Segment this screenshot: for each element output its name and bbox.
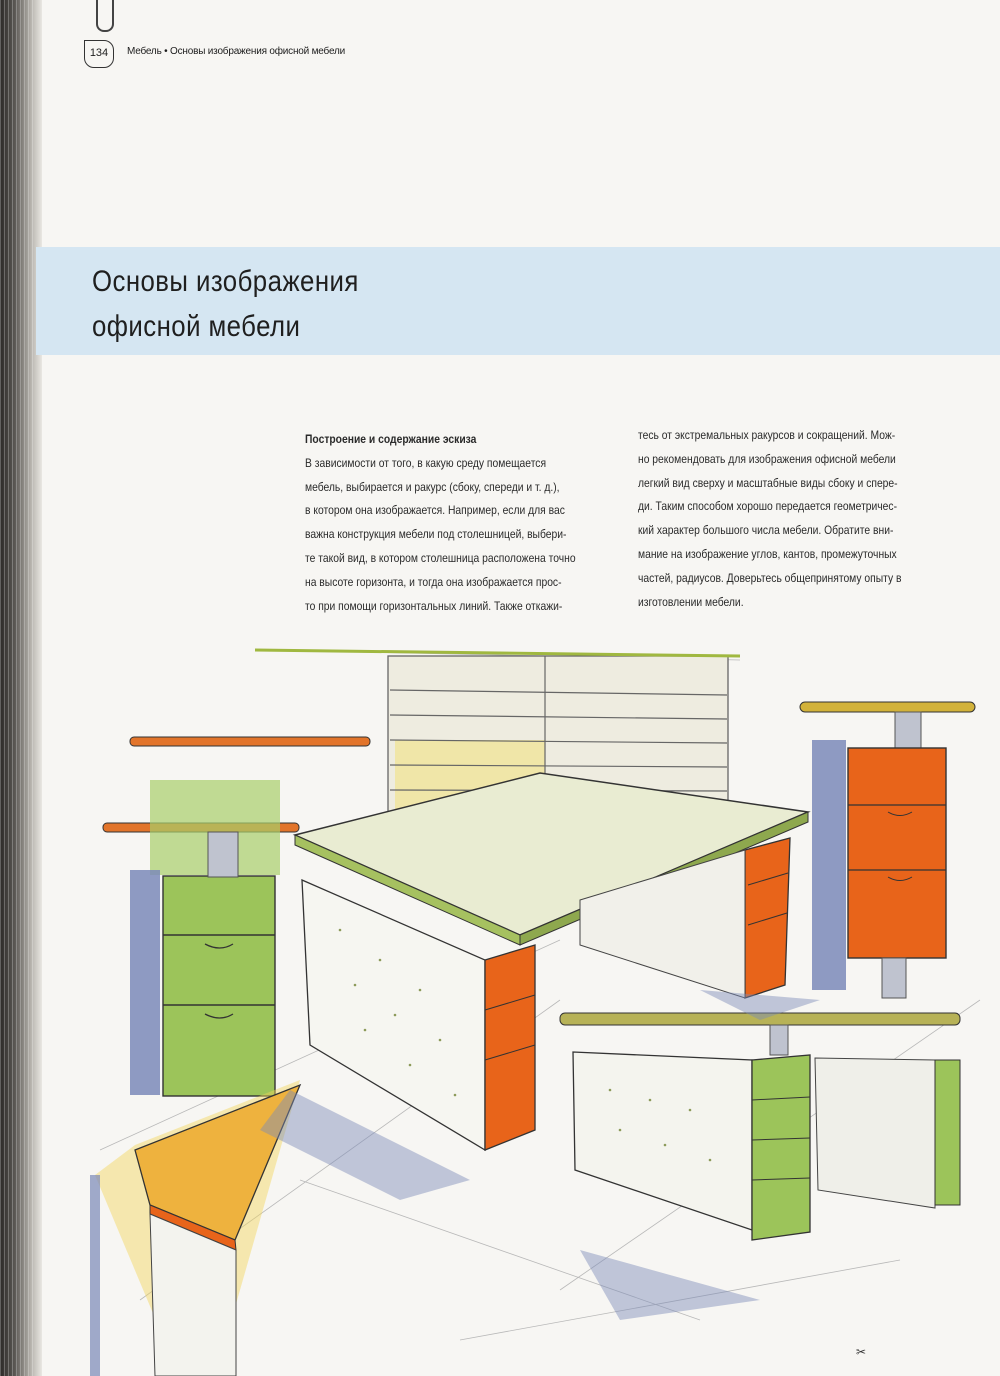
desk-lower-right	[560, 1013, 960, 1240]
text-column-left	[305, 428, 602, 618]
corner-mark-icon: ✂	[856, 1345, 867, 1359]
page-tab-marker	[96, 0, 114, 32]
shelf-top-left	[130, 737, 370, 746]
text-line: на высоте горизонта, и тогда она изображается прос-	[305, 574, 562, 589]
text-line: то при помощи горизонтальных линий. Также откажи-	[305, 598, 563, 613]
text-line: но рекомендовать для изображения офисной мебели	[638, 451, 896, 466]
chapter-title-line-1: Основы изображения	[92, 265, 359, 298]
text-line: тесь от экстремальных ракурсов и сокращений. Мож-	[638, 428, 896, 442]
text-line: в котором она изображается. Например, если для вас	[305, 503, 565, 518]
text-column-right	[638, 424, 935, 614]
text-line: мебель, выбирается и ракурс (сбоку, спереди и т. д.),	[305, 479, 560, 494]
text-line: ди. Таким способом хорошо передается геометричес-	[638, 499, 898, 514]
running-header: Мебель • Основы изображения офисной мебели	[127, 46, 346, 57]
text-line: те такой вид, в котором столешница расположена точно	[305, 550, 576, 565]
green-drawer-unit-left	[130, 780, 280, 1096]
text-line: частей, радиусов. Доверьтесь общепринятому опыту в	[638, 570, 902, 585]
paragraph-right	[638, 424, 935, 614]
text-line: В зависимости от того, в какую среду помещается	[305, 455, 547, 470]
text-line: важна конструкция мебели под столешницей, выбери-	[305, 527, 567, 542]
text-line: легкий вид сверху и масштабные виды сбоку и спере-	[638, 475, 898, 490]
text-line: кий характер большого числа мебели. Обратите вни-	[638, 523, 894, 538]
chapter-title	[92, 259, 359, 349]
page-number: 134	[84, 40, 114, 68]
section-heading: Построение и содержание эскиза	[305, 432, 477, 446]
text-line: изготовлении мебели.	[638, 594, 744, 609]
text-line: мание на изображение углов, кантов, промежуточных	[638, 546, 897, 561]
orange-cabinet-right	[800, 702, 975, 998]
paragraph-left	[305, 452, 602, 619]
furniture-sketch-illustration	[0, 630, 1000, 1376]
chapter-title-line-2: офисной мебели	[92, 310, 301, 343]
